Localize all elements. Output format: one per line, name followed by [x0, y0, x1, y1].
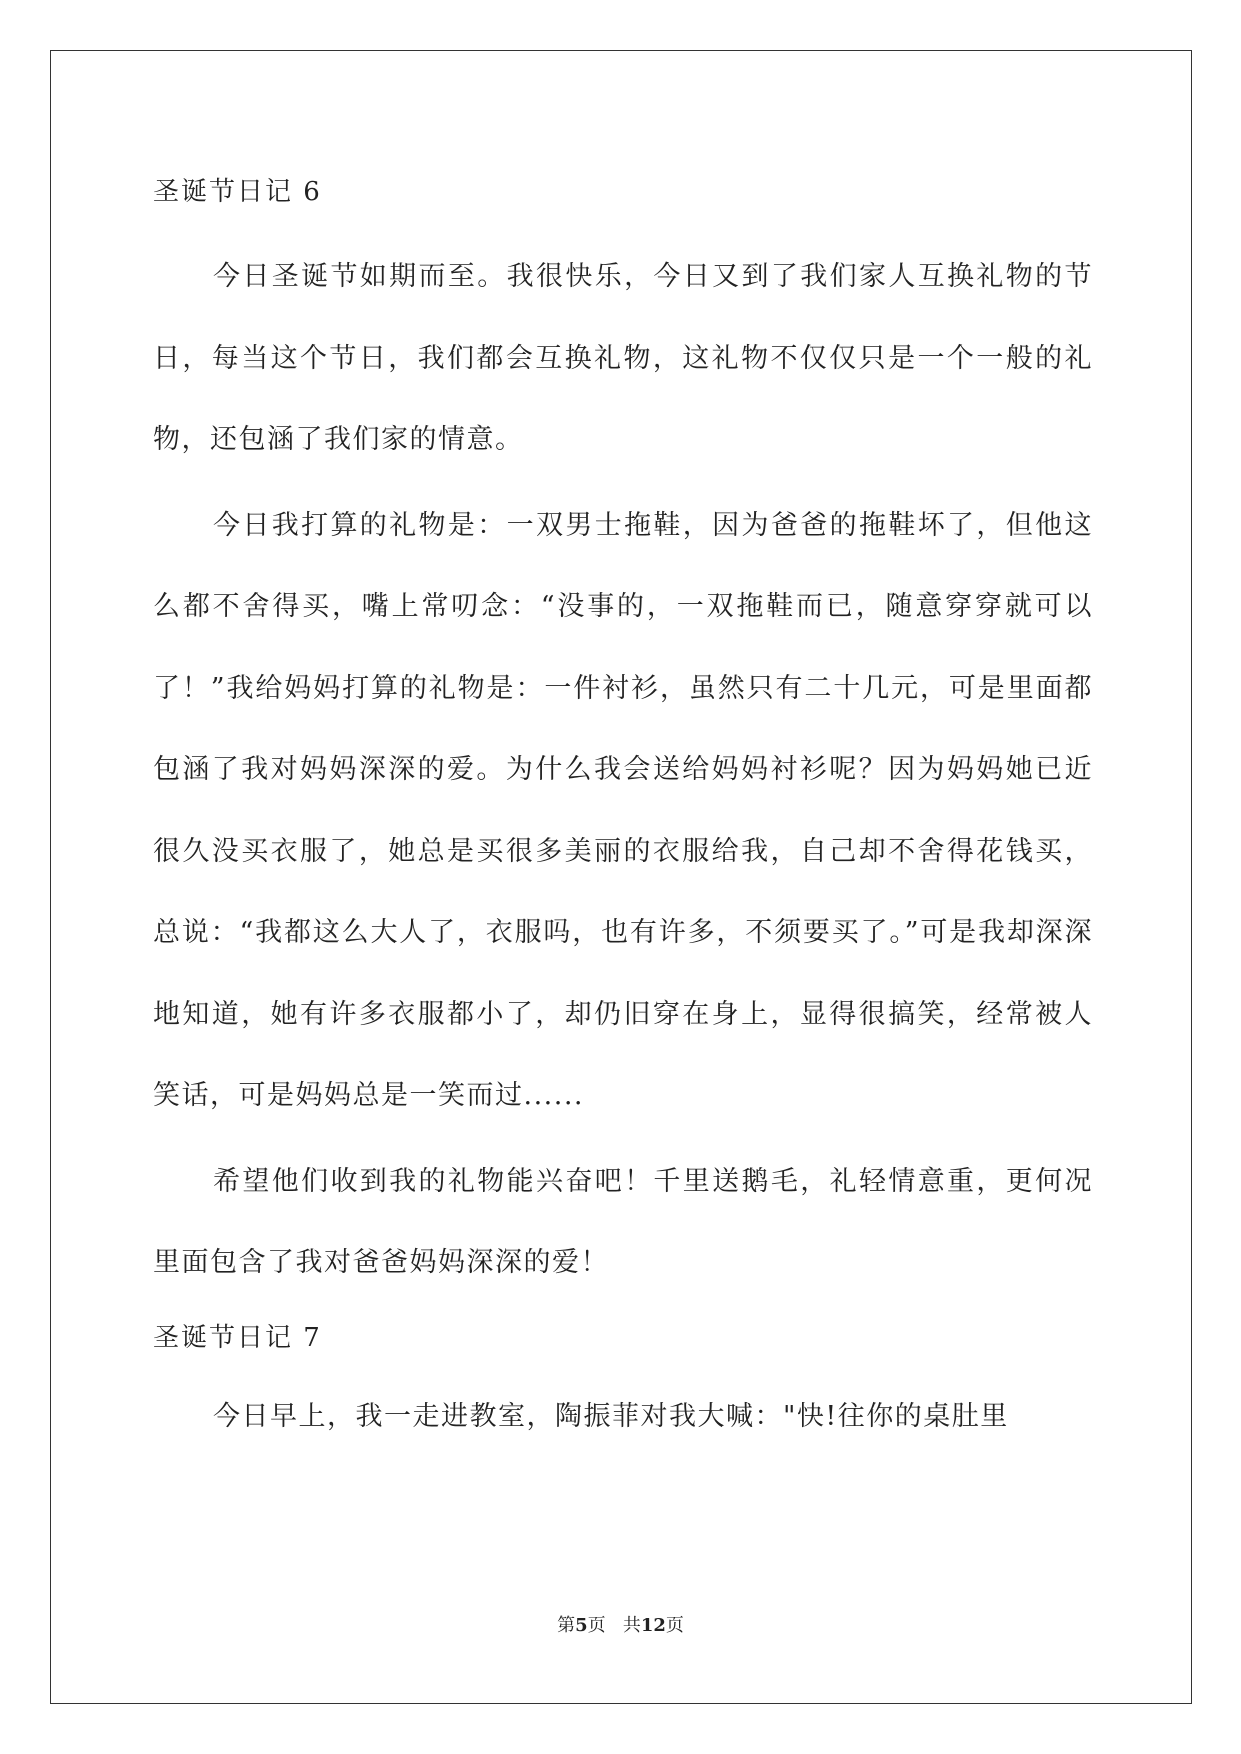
document-body [153, 150, 1093, 1457]
paragraph: 希望他们收到我的礼物能兴奋吧！千里送鹅毛，礼轻情意重，更何况里面包含了我对爸爸妈妈深深的爱！ [153, 1165, 1093, 1278]
footer-total-suffix: 页 [665, 1615, 684, 1636]
paragraph: 今日早上，我一走进教室，陶振菲对我大喊："快!往你的桌肚里 [213, 1400, 1009, 1432]
paragraph: 今日我打算的礼物是：一双男士拖鞋，因为爸爸的拖鞋坏了，但他这么都不舍得买，嘴上常叨念：“没事的，一双拖鞋而已，随意穿穿就可以了！”我给妈妈打算的礼物是：一件衬衫，虽然只有二十几元，可是里面都包涵了我对妈妈深深的爱。为什么我会送给妈妈衬衫呢？因为妈妈她已近很久没买衣服了，她总是买很多美丽的衣服给我，自己却不舍得花钱买，总说：“我都这么大人了，衣服吗，也有许多，不须要买了。”可是我却深深地知道，她有许多衣服都小了，却仍旧穿在身上，显得很搞笑，经常被人笑话，可是妈妈总是一笑而过...... [153, 509, 1093, 1111]
paragraph: 今日圣诞节如期而至。我很快乐，今日又到了我们家人互换礼物的节日，每当这个节日，我们都会互换礼物，这礼物不仅仅只是一个一般的礼物，还包涵了我们家的情意。 [153, 261, 1093, 455]
footer-total-pages: 12 [640, 1615, 666, 1636]
footer-page-suffix: 页 [587, 1615, 606, 1636]
footer-prefix: 第 [557, 1615, 576, 1636]
section-heading: 圣诞节日记 6 [153, 177, 322, 207]
page-footer [0, 1611, 1241, 1637]
footer-page-number: 5 [575, 1615, 588, 1636]
section-heading: 圣诞节日记 7 [153, 1322, 322, 1353]
footer-total-prefix: 共 [622, 1615, 641, 1636]
